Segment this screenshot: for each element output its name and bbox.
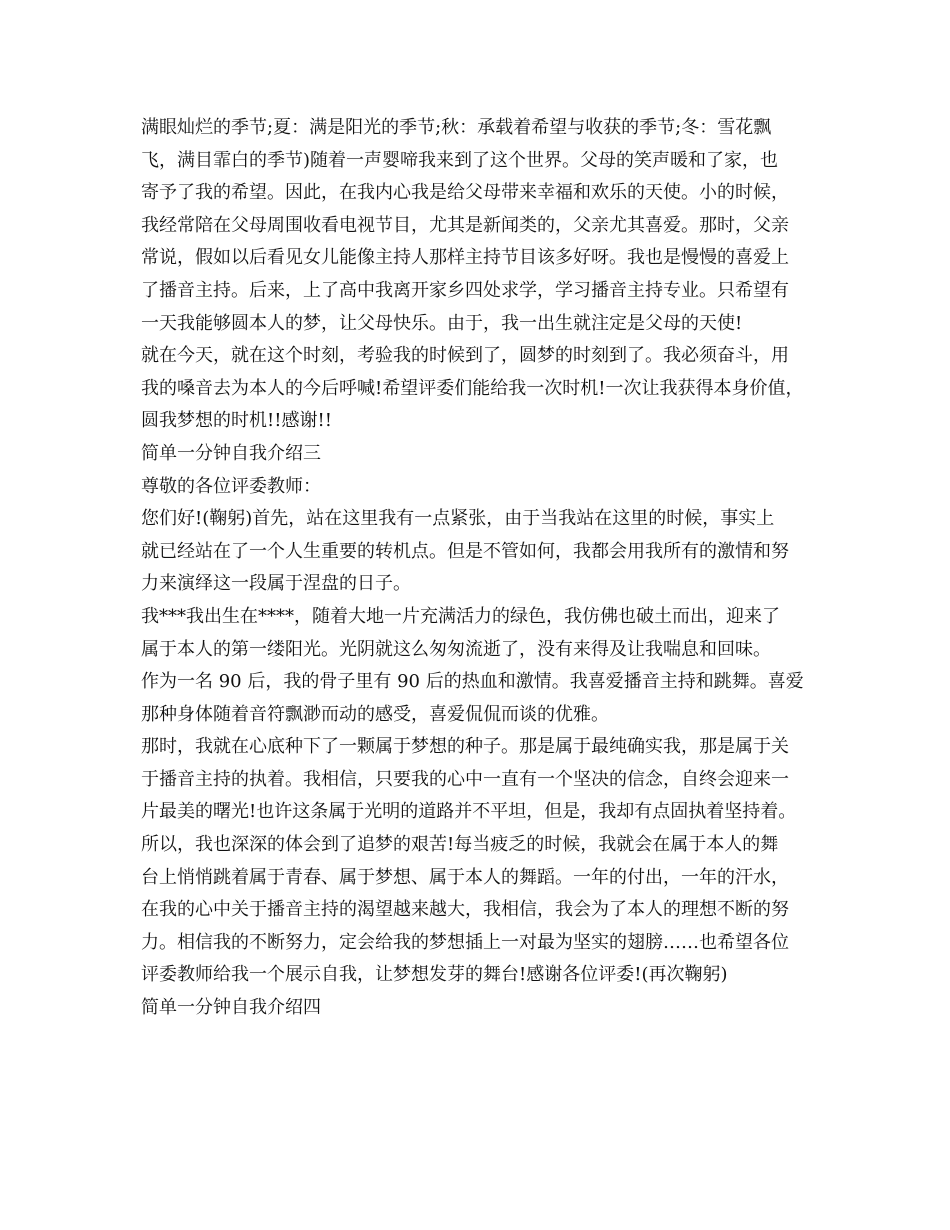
salutation: 尊敬的各位评委教师： [141, 475, 321, 497]
text-line: 您们好!(鞠躬)首先，站在这里我有一点紧张，由于当我站在这里的时候，事实上 [141, 508, 775, 530]
text-line: 一天我能够圆本人的梦，让父母快乐。由于，我一出生就注定是父母的天使! [141, 312, 743, 334]
text-line: 作为一名 90 后，我的骨子里有 90 后的热血和激情。我喜爱播音主持和跳舞。喜爱 [141, 671, 804, 693]
text-line: 那时，我就在心底种下了一颗属于梦想的种子。那是属于最纯确实我，那是属于关 [141, 736, 789, 758]
text-line: 就已经站在了一个人生重要的转机点。但是不管如何，我都会用我所有的激情和努 [141, 540, 789, 562]
text-line: 台上悄悄跳着属于青春、属于梦想、属于本人的舞蹈。一年的付出，一年的汗水， [141, 866, 789, 888]
text-line: 所以，我也深深的体会到了追梦的艰苦!每当疲乏的时候，我就会在属于本人的舞 [141, 834, 779, 856]
text-line: 我***我出生在****，随着大地一片充满活力的绿色，我仿佛也破土而出，迎来了 [141, 605, 780, 627]
text-line: 属于本人的第一缕阳光。光阴就这么匆匆流逝了，没有来得及让我喘息和回味。 [141, 638, 771, 660]
text-line: 我经常陪在父母周围收看电视节目，尤其是新闻类的，父亲尤其喜爱。那时，父亲 [141, 214, 789, 236]
text-line: 常说，假如以后看见女儿能像主持人那样主持节目该多好呀。我也是慢慢的喜爱上 [141, 247, 789, 269]
text-line: 力来演绎这一段属于涅盘的日子。 [141, 573, 411, 595]
section-heading: 简单一分钟自我介绍四 [141, 997, 321, 1019]
text-line: 片最美的曙光!也许这条属于光明的道路并不平坦，但是，我却有点固执着坚持着。 [141, 801, 797, 823]
text-line: 评委教师给我一个展示自我，让梦想发芽的舞台!感谢各位评委!(再次鞠躬) [141, 964, 728, 986]
text-line: 飞，满目霏白的季节)随着一声婴啼我来到了这个世界。父母的笑声暖和了家，也 [141, 149, 779, 171]
text-line: 力。相信我的不断努力，定会给我的梦想插上一对最为坚实的翅膀……也希望各位 [141, 931, 789, 953]
text-line: 那种身体随着音符飘渺而动的感受，喜爱侃侃而谈的优雅。 [141, 703, 609, 725]
text-line: 寄予了我的希望。因此，在我内心我是给父母带来幸福和欢乐的天使。小的时候， [141, 182, 789, 204]
document-body [141, 112, 831, 1025]
text-line: 在我的心中关于播音主持的渴望越来越大，我相信，我会为了本人的理想不断的努 [141, 899, 789, 921]
text-line: 就在今天，就在这个时刻，考验我的时候到了，圆梦的时刻到了。我必须奋斗，用 [141, 345, 789, 367]
text-line: 我的嗓音去为本人的今后呼喊!希望评委们能给我一次时机!一次让我获得本身价值， [141, 377, 804, 399]
text-line: 圆我梦想的时机!!感谢!! [141, 410, 332, 432]
text-line: 满眼灿烂的季节;夏：满是阳光的季节;秋：承载着希望与收获的季节;冬：雪花飘 [141, 117, 772, 138]
section-heading: 简单一分钟自我介绍三 [141, 442, 321, 464]
text-line: 了播音主持。后来，上了高中我离开家乡四处求学，学习播音主持专业。只希望有 [141, 279, 789, 301]
text-line: 于播音主持的执着。我相信，只要我的心中一直有一个坚决的信念，自终会迎来一 [141, 768, 789, 790]
